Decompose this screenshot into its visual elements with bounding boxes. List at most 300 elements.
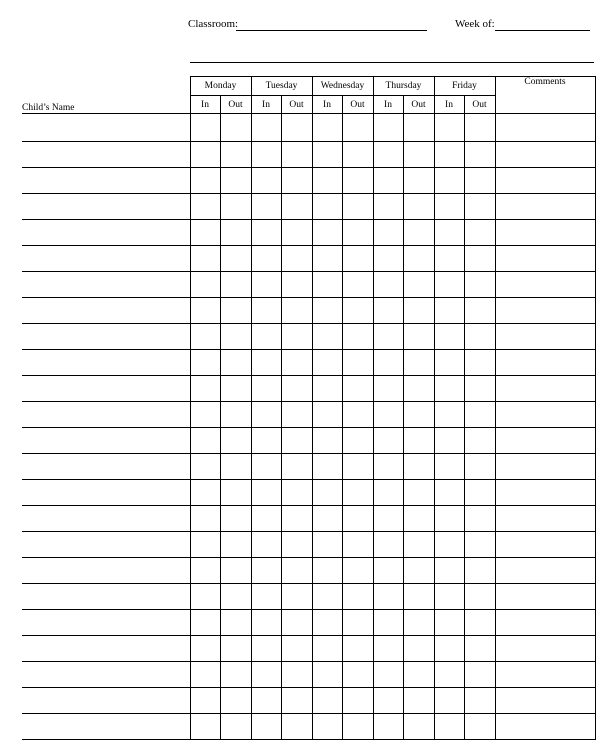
in-time-cell[interactable] xyxy=(251,428,281,454)
table-row xyxy=(22,194,595,220)
comments-cell[interactable] xyxy=(495,324,595,350)
out-time-cell[interactable] xyxy=(403,194,434,220)
in-time-cell[interactable] xyxy=(190,376,220,402)
out-time-cell[interactable] xyxy=(403,532,434,558)
out-time-cell[interactable] xyxy=(464,298,495,324)
in-time-cell[interactable] xyxy=(190,246,220,272)
child-name-cell[interactable] xyxy=(22,246,190,272)
comments-cell[interactable] xyxy=(495,480,595,506)
child-name-cell[interactable] xyxy=(22,480,190,506)
in-time-cell[interactable] xyxy=(251,662,281,688)
in-time-cell[interactable] xyxy=(373,246,403,272)
out-time-cell[interactable] xyxy=(403,246,434,272)
child-name-cell[interactable] xyxy=(22,662,190,688)
out-time-cell[interactable] xyxy=(220,662,251,688)
in-time-cell[interactable] xyxy=(434,376,464,402)
in-time-cell[interactable] xyxy=(190,350,220,376)
out-time-cell[interactable] xyxy=(403,454,434,480)
in-time-cell[interactable] xyxy=(312,662,342,688)
out-time-cell[interactable] xyxy=(403,168,434,194)
in-time-cell[interactable] xyxy=(251,454,281,480)
out-time-cell[interactable] xyxy=(281,610,312,636)
out-time-cell[interactable] xyxy=(342,376,373,402)
in-time-cell[interactable] xyxy=(434,610,464,636)
in-time-cell[interactable] xyxy=(312,272,342,298)
child-name-cell[interactable] xyxy=(22,454,190,480)
in-time-cell[interactable] xyxy=(251,298,281,324)
out-time-cell[interactable] xyxy=(342,350,373,376)
out-time-cell[interactable] xyxy=(220,532,251,558)
out-time-cell[interactable] xyxy=(464,402,495,428)
in-time-cell[interactable] xyxy=(251,480,281,506)
comments-cell[interactable] xyxy=(495,376,595,402)
in-time-cell[interactable] xyxy=(251,584,281,610)
comments-cell[interactable] xyxy=(495,114,595,142)
in-time-cell[interactable] xyxy=(434,532,464,558)
child-name-cell[interactable] xyxy=(22,610,190,636)
out-time-cell[interactable] xyxy=(464,142,495,168)
comments-cell[interactable] xyxy=(495,220,595,246)
out-time-cell[interactable] xyxy=(220,194,251,220)
out-time-cell[interactable] xyxy=(281,454,312,480)
out-time-cell[interactable] xyxy=(403,662,434,688)
in-time-cell[interactable] xyxy=(373,376,403,402)
comments-cell[interactable] xyxy=(495,246,595,272)
in-time-cell[interactable] xyxy=(434,506,464,532)
in-time-cell[interactable] xyxy=(373,714,403,740)
child-name-cell[interactable] xyxy=(22,298,190,324)
comments-cell[interactable] xyxy=(495,506,595,532)
in-time-cell[interactable] xyxy=(190,662,220,688)
in-time-cell[interactable] xyxy=(434,142,464,168)
out-time-cell[interactable] xyxy=(281,376,312,402)
in-time-cell[interactable] xyxy=(190,272,220,298)
in-time-cell[interactable] xyxy=(373,402,403,428)
child-name-cell[interactable] xyxy=(22,376,190,402)
out-time-cell[interactable] xyxy=(342,584,373,610)
out-time-cell[interactable] xyxy=(220,376,251,402)
in-time-cell[interactable] xyxy=(190,506,220,532)
in-time-cell[interactable] xyxy=(373,558,403,584)
in-time-cell[interactable] xyxy=(312,480,342,506)
child-name-cell[interactable] xyxy=(22,324,190,350)
out-time-cell[interactable] xyxy=(281,220,312,246)
out-time-cell[interactable] xyxy=(403,350,434,376)
out-time-cell[interactable] xyxy=(342,636,373,662)
in-time-cell[interactable] xyxy=(312,114,342,142)
out-time-cell[interactable] xyxy=(464,194,495,220)
in-time-cell[interactable] xyxy=(312,298,342,324)
in-time-cell[interactable] xyxy=(190,532,220,558)
out-time-cell[interactable] xyxy=(342,532,373,558)
out-time-cell[interactable] xyxy=(403,114,434,142)
out-time-cell[interactable] xyxy=(220,114,251,142)
out-time-cell[interactable] xyxy=(403,480,434,506)
out-time-cell[interactable] xyxy=(220,558,251,584)
out-time-cell[interactable] xyxy=(464,168,495,194)
in-time-cell[interactable] xyxy=(251,142,281,168)
out-time-cell[interactable] xyxy=(220,506,251,532)
in-time-cell[interactable] xyxy=(373,298,403,324)
child-name-cell[interactable] xyxy=(22,142,190,168)
comments-cell[interactable] xyxy=(495,272,595,298)
out-header: Out xyxy=(342,96,373,114)
out-time-cell[interactable] xyxy=(220,220,251,246)
out-time-cell[interactable] xyxy=(220,272,251,298)
in-time-cell[interactable] xyxy=(434,454,464,480)
in-time-cell[interactable] xyxy=(190,220,220,246)
in-time-cell[interactable] xyxy=(312,454,342,480)
in-time-cell[interactable] xyxy=(434,298,464,324)
out-time-cell[interactable] xyxy=(281,584,312,610)
in-time-cell[interactable] xyxy=(373,584,403,610)
out-time-cell[interactable] xyxy=(342,194,373,220)
out-time-cell[interactable] xyxy=(464,324,495,350)
in-time-cell[interactable] xyxy=(190,194,220,220)
in-time-cell[interactable] xyxy=(190,480,220,506)
in-time-cell[interactable] xyxy=(434,428,464,454)
in-time-cell[interactable] xyxy=(434,324,464,350)
out-time-cell[interactable] xyxy=(403,298,434,324)
out-time-cell[interactable] xyxy=(220,298,251,324)
child-name-cell[interactable] xyxy=(22,272,190,298)
in-time-cell[interactable] xyxy=(251,220,281,246)
table-row xyxy=(22,480,595,506)
out-header: Out xyxy=(281,96,312,114)
in-time-cell[interactable] xyxy=(373,636,403,662)
out-time-cell[interactable] xyxy=(220,584,251,610)
out-time-cell[interactable] xyxy=(281,636,312,662)
in-time-cell[interactable] xyxy=(190,142,220,168)
out-time-cell[interactable] xyxy=(464,584,495,610)
comments-cell[interactable] xyxy=(495,610,595,636)
out-time-cell[interactable] xyxy=(464,428,495,454)
out-time-cell[interactable] xyxy=(281,688,312,714)
out-time-cell[interactable] xyxy=(403,428,434,454)
out-time-cell[interactable] xyxy=(220,350,251,376)
out-time-cell[interactable] xyxy=(281,324,312,350)
out-time-cell[interactable] xyxy=(464,662,495,688)
in-time-cell[interactable] xyxy=(434,194,464,220)
in-time-cell[interactable] xyxy=(434,636,464,662)
child-name-cell[interactable] xyxy=(22,350,190,376)
out-time-cell[interactable] xyxy=(281,168,312,194)
out-time-cell[interactable] xyxy=(342,272,373,298)
in-time-cell[interactable] xyxy=(251,168,281,194)
out-time-cell[interactable] xyxy=(342,454,373,480)
in-time-cell[interactable] xyxy=(190,454,220,480)
out-time-cell[interactable] xyxy=(281,402,312,428)
out-time-cell[interactable] xyxy=(342,428,373,454)
in-time-cell[interactable] xyxy=(190,584,220,610)
table-row xyxy=(22,714,595,740)
in-time-cell[interactable] xyxy=(251,324,281,350)
out-time-cell[interactable] xyxy=(281,714,312,740)
in-time-cell[interactable] xyxy=(190,114,220,142)
out-time-cell[interactable] xyxy=(342,558,373,584)
in-time-cell[interactable] xyxy=(312,558,342,584)
comments-cell[interactable] xyxy=(495,662,595,688)
child-name-cell[interactable] xyxy=(22,558,190,584)
child-name-cell[interactable] xyxy=(22,506,190,532)
in-time-cell[interactable] xyxy=(251,272,281,298)
in-time-cell[interactable] xyxy=(434,558,464,584)
in-time-cell[interactable] xyxy=(434,480,464,506)
in-time-cell[interactable] xyxy=(312,142,342,168)
out-time-cell[interactable] xyxy=(342,714,373,740)
day-header-tuesday: Tuesday xyxy=(251,77,312,96)
in-time-cell[interactable] xyxy=(434,168,464,194)
child-name-cell[interactable] xyxy=(22,194,190,220)
in-time-cell[interactable] xyxy=(434,662,464,688)
in-time-cell[interactable] xyxy=(190,714,220,740)
in-time-cell[interactable] xyxy=(312,324,342,350)
in-time-cell[interactable] xyxy=(373,114,403,142)
table-row xyxy=(22,376,595,402)
out-time-cell[interactable] xyxy=(281,428,312,454)
in-time-cell[interactable] xyxy=(373,454,403,480)
out-time-cell[interactable] xyxy=(403,272,434,298)
in-time-cell[interactable] xyxy=(312,506,342,532)
child-name-cell[interactable] xyxy=(22,402,190,428)
in-time-cell[interactable] xyxy=(251,350,281,376)
week-of-field[interactable] xyxy=(495,30,590,31)
out-time-cell[interactable] xyxy=(342,688,373,714)
comments-cell[interactable] xyxy=(495,298,595,324)
in-time-cell[interactable] xyxy=(190,558,220,584)
out-time-cell[interactable] xyxy=(220,480,251,506)
out-time-cell[interactable] xyxy=(403,714,434,740)
out-time-cell[interactable] xyxy=(281,272,312,298)
in-time-cell[interactable] xyxy=(373,610,403,636)
out-time-cell[interactable] xyxy=(403,376,434,402)
comments-cell[interactable] xyxy=(495,584,595,610)
in-time-cell[interactable] xyxy=(312,246,342,272)
in-time-cell[interactable] xyxy=(190,402,220,428)
out-time-cell[interactable] xyxy=(281,142,312,168)
in-time-cell[interactable] xyxy=(251,714,281,740)
in-time-cell[interactable] xyxy=(434,246,464,272)
in-time-cell[interactable] xyxy=(190,428,220,454)
out-time-cell[interactable] xyxy=(403,402,434,428)
out-time-cell[interactable] xyxy=(464,532,495,558)
in-time-cell[interactable] xyxy=(434,272,464,298)
in-header: In xyxy=(434,96,464,114)
out-time-cell[interactable] xyxy=(342,168,373,194)
comments-cell[interactable] xyxy=(495,532,595,558)
in-time-cell[interactable] xyxy=(190,636,220,662)
out-time-cell[interactable] xyxy=(342,298,373,324)
in-time-cell[interactable] xyxy=(312,610,342,636)
child-name-cell[interactable] xyxy=(22,688,190,714)
out-time-cell[interactable] xyxy=(281,558,312,584)
comments-cell[interactable] xyxy=(495,714,595,740)
child-name-cell[interactable] xyxy=(22,584,190,610)
comments-cell[interactable] xyxy=(495,688,595,714)
out-time-cell[interactable] xyxy=(403,220,434,246)
in-time-cell[interactable] xyxy=(251,688,281,714)
in-time-cell[interactable] xyxy=(434,350,464,376)
in-time-cell[interactable] xyxy=(251,558,281,584)
in-time-cell[interactable] xyxy=(312,428,342,454)
in-time-cell[interactable] xyxy=(373,480,403,506)
in-time-cell[interactable] xyxy=(373,194,403,220)
in-time-cell[interactable] xyxy=(190,688,220,714)
in-time-cell[interactable] xyxy=(251,506,281,532)
in-time-cell[interactable] xyxy=(251,194,281,220)
out-time-cell[interactable] xyxy=(464,688,495,714)
in-time-cell[interactable] xyxy=(373,324,403,350)
out-time-cell[interactable] xyxy=(220,610,251,636)
out-time-cell[interactable] xyxy=(281,246,312,272)
out-time-cell[interactable] xyxy=(220,246,251,272)
child-name-cell[interactable] xyxy=(22,168,190,194)
in-time-cell[interactable] xyxy=(312,376,342,402)
out-time-cell[interactable] xyxy=(464,350,495,376)
in-time-cell[interactable] xyxy=(373,168,403,194)
in-time-cell[interactable] xyxy=(434,114,464,142)
child-name-cell[interactable] xyxy=(22,714,190,740)
comments-cell[interactable] xyxy=(495,402,595,428)
comments-cell[interactable] xyxy=(495,636,595,662)
in-time-cell[interactable] xyxy=(251,114,281,142)
in-time-cell[interactable] xyxy=(373,506,403,532)
comments-cell[interactable] xyxy=(495,142,595,168)
out-time-cell[interactable] xyxy=(342,480,373,506)
out-time-cell[interactable] xyxy=(464,714,495,740)
out-time-cell[interactable] xyxy=(464,610,495,636)
in-time-cell[interactable] xyxy=(373,688,403,714)
out-time-cell[interactable] xyxy=(403,636,434,662)
out-time-cell[interactable] xyxy=(281,298,312,324)
in-time-cell[interactable] xyxy=(190,324,220,350)
out-time-cell[interactable] xyxy=(403,558,434,584)
out-time-cell[interactable] xyxy=(281,506,312,532)
in-time-cell[interactable] xyxy=(312,402,342,428)
in-time-cell[interactable] xyxy=(251,532,281,558)
in-time-cell[interactable] xyxy=(373,350,403,376)
out-time-cell[interactable] xyxy=(342,246,373,272)
out-time-cell[interactable] xyxy=(342,114,373,142)
in-time-cell[interactable] xyxy=(373,532,403,558)
in-time-cell[interactable] xyxy=(251,246,281,272)
out-time-cell[interactable] xyxy=(403,506,434,532)
in-time-cell[interactable] xyxy=(434,402,464,428)
out-time-cell[interactable] xyxy=(464,558,495,584)
in-time-cell[interactable] xyxy=(434,220,464,246)
in-time-cell[interactable] xyxy=(190,610,220,636)
out-time-cell[interactable] xyxy=(281,194,312,220)
comments-cell[interactable] xyxy=(495,454,595,480)
in-time-cell[interactable] xyxy=(190,298,220,324)
in-time-cell[interactable] xyxy=(251,636,281,662)
out-time-cell[interactable] xyxy=(342,220,373,246)
comments-cell[interactable] xyxy=(495,558,595,584)
out-time-cell[interactable] xyxy=(220,636,251,662)
child-name-cell[interactable] xyxy=(22,428,190,454)
in-time-cell[interactable] xyxy=(312,714,342,740)
out-time-cell[interactable] xyxy=(464,506,495,532)
out-time-cell[interactable] xyxy=(403,584,434,610)
out-time-cell[interactable] xyxy=(464,220,495,246)
out-time-cell[interactable] xyxy=(281,114,312,142)
in-time-cell[interactable] xyxy=(434,584,464,610)
out-time-cell[interactable] xyxy=(220,428,251,454)
out-time-cell[interactable] xyxy=(281,662,312,688)
table-row xyxy=(22,558,595,584)
classroom-field[interactable] xyxy=(236,30,427,31)
out-time-cell[interactable] xyxy=(464,454,495,480)
out-time-cell[interactable] xyxy=(464,376,495,402)
in-time-cell[interactable] xyxy=(312,688,342,714)
out-time-cell[interactable] xyxy=(281,350,312,376)
in-time-cell[interactable] xyxy=(434,714,464,740)
in-time-cell[interactable] xyxy=(312,350,342,376)
in-time-cell[interactable] xyxy=(373,220,403,246)
out-time-cell[interactable] xyxy=(464,246,495,272)
out-time-cell[interactable] xyxy=(342,324,373,350)
in-time-cell[interactable] xyxy=(434,688,464,714)
out-time-cell[interactable] xyxy=(464,114,495,142)
out-time-cell[interactable] xyxy=(220,454,251,480)
child-name-cell[interactable] xyxy=(22,532,190,558)
in-time-cell[interactable] xyxy=(312,532,342,558)
comments-cell[interactable] xyxy=(495,194,595,220)
in-time-cell[interactable] xyxy=(190,168,220,194)
table-row xyxy=(22,584,595,610)
child-name-cell[interactable] xyxy=(22,220,190,246)
comments-cell[interactable] xyxy=(495,168,595,194)
in-time-cell[interactable] xyxy=(312,220,342,246)
out-time-cell[interactable] xyxy=(464,480,495,506)
out-time-cell[interactable] xyxy=(220,168,251,194)
in-time-cell[interactable] xyxy=(373,142,403,168)
out-time-cell[interactable] xyxy=(220,688,251,714)
in-time-cell[interactable] xyxy=(251,402,281,428)
in-time-cell[interactable] xyxy=(251,610,281,636)
in-time-cell[interactable] xyxy=(373,428,403,454)
out-time-cell[interactable] xyxy=(403,610,434,636)
out-time-cell[interactable] xyxy=(342,402,373,428)
comments-cell[interactable] xyxy=(495,350,595,376)
out-time-cell[interactable] xyxy=(281,532,312,558)
child-name-cell[interactable] xyxy=(22,636,190,662)
out-time-cell[interactable] xyxy=(342,142,373,168)
out-time-cell[interactable] xyxy=(220,142,251,168)
out-time-cell[interactable] xyxy=(281,480,312,506)
out-time-cell[interactable] xyxy=(342,662,373,688)
out-time-cell[interactable] xyxy=(220,324,251,350)
out-time-cell[interactable] xyxy=(464,272,495,298)
in-time-cell[interactable] xyxy=(251,376,281,402)
out-time-cell[interactable] xyxy=(403,142,434,168)
out-time-cell[interactable] xyxy=(220,402,251,428)
in-time-cell[interactable] xyxy=(312,168,342,194)
in-time-cell[interactable] xyxy=(312,584,342,610)
out-time-cell[interactable] xyxy=(220,714,251,740)
in-time-cell[interactable] xyxy=(312,194,342,220)
out-time-cell[interactable] xyxy=(464,636,495,662)
in-time-cell[interactable] xyxy=(373,662,403,688)
out-time-cell[interactable] xyxy=(342,610,373,636)
child-name-cell[interactable] xyxy=(22,114,190,142)
out-time-cell[interactable] xyxy=(403,324,434,350)
comments-cell[interactable] xyxy=(495,428,595,454)
out-time-cell[interactable] xyxy=(342,506,373,532)
in-time-cell[interactable] xyxy=(312,636,342,662)
out-time-cell[interactable] xyxy=(403,688,434,714)
in-time-cell[interactable] xyxy=(373,272,403,298)
